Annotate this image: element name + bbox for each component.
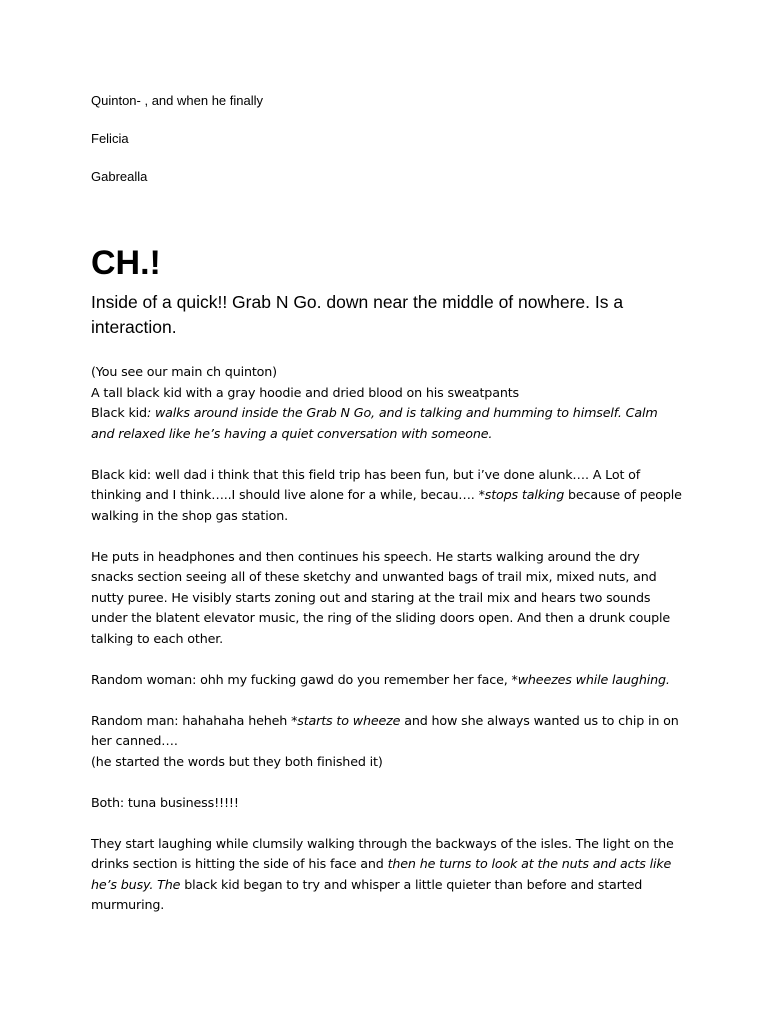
stage-direction: : walks around inside the Grab N Go, and is talking and humming to himself. Calm and relaxed like he’s having a quiet conversation with someone. xyxy=(91,405,658,441)
intro-line-2: A tall black kid with a gray hoodie and dried blood on his sweatpants xyxy=(91,384,520,400)
paragraph-dialogue-both: Both: tuna business!!!!! xyxy=(91,794,239,810)
stage-direction: then he turns to look at the nuts and acts like he’s busy. The xyxy=(91,856,672,892)
dialogue-text: Random woman: ohh my fucking gawd do you remember her face, xyxy=(91,671,512,687)
story-body xyxy=(91,362,683,916)
character-note-quinton: Quinton- , and when he finally xyxy=(91,93,263,108)
chapter-title: CH.! xyxy=(91,244,161,282)
stage-direction: *stops talking xyxy=(478,487,565,502)
narration-text-end: black kid began to try and whisper a little quieter than before and started murmuring. xyxy=(91,876,643,912)
narration-text: They start laughing while clumsily walking through the backways of the isles. The light on the drinks section is hitting the side of his face and xyxy=(91,835,674,871)
dialogue-text-end: because of people walking in the shop gas station. xyxy=(91,487,682,523)
paragraph-intro xyxy=(91,362,683,444)
dialogue-text: Black kid: well dad i think that this field trip has been fun, but i’ve done alunk…. A Lot of thinking and I think…..I should live alone for a while, becau…. xyxy=(91,466,641,502)
stage-direction: *starts to wheeze xyxy=(291,712,401,728)
dialogue-text: Random man: hahahaha heheh xyxy=(91,712,292,728)
paragraph-dialogue-woman xyxy=(91,670,683,691)
speaker-label: Black kid xyxy=(91,405,147,420)
character-note-felicia: Felicia xyxy=(91,131,129,146)
character-note-gabrealla: Gabrealla xyxy=(91,169,148,184)
intro-line-1: (You see our main ch quinton) xyxy=(91,364,277,379)
paragraph-dialogue-man xyxy=(91,711,683,773)
paragraph-narration-1: He puts in headphones and then continues his speech. He starts walking around the dry snacks section seeing all of these sketchy and unwanted bags of trail mix, mixed nuts, and nutty puree. He visibly starts zoning out and staring at the trail mix and hears two sounds under the blatent elevator music, the ring of the sliding doors open. And then a drunk couple talking to each other. xyxy=(91,548,671,646)
chapter-subtitle: Inside of a quick!! Grab N Go. down near the middle of nowhere. Is a interaction. xyxy=(91,292,624,337)
narration-aside: (he started the words but they both finished it) xyxy=(91,753,383,769)
stage-direction: *wheezes while laughing. xyxy=(511,671,670,687)
paragraph-narration-2 xyxy=(91,834,683,916)
dialogue-text-end: and how she always wanted us to chip in on her canned…. xyxy=(91,712,679,748)
paragraph-dialogue-1 xyxy=(91,465,683,527)
